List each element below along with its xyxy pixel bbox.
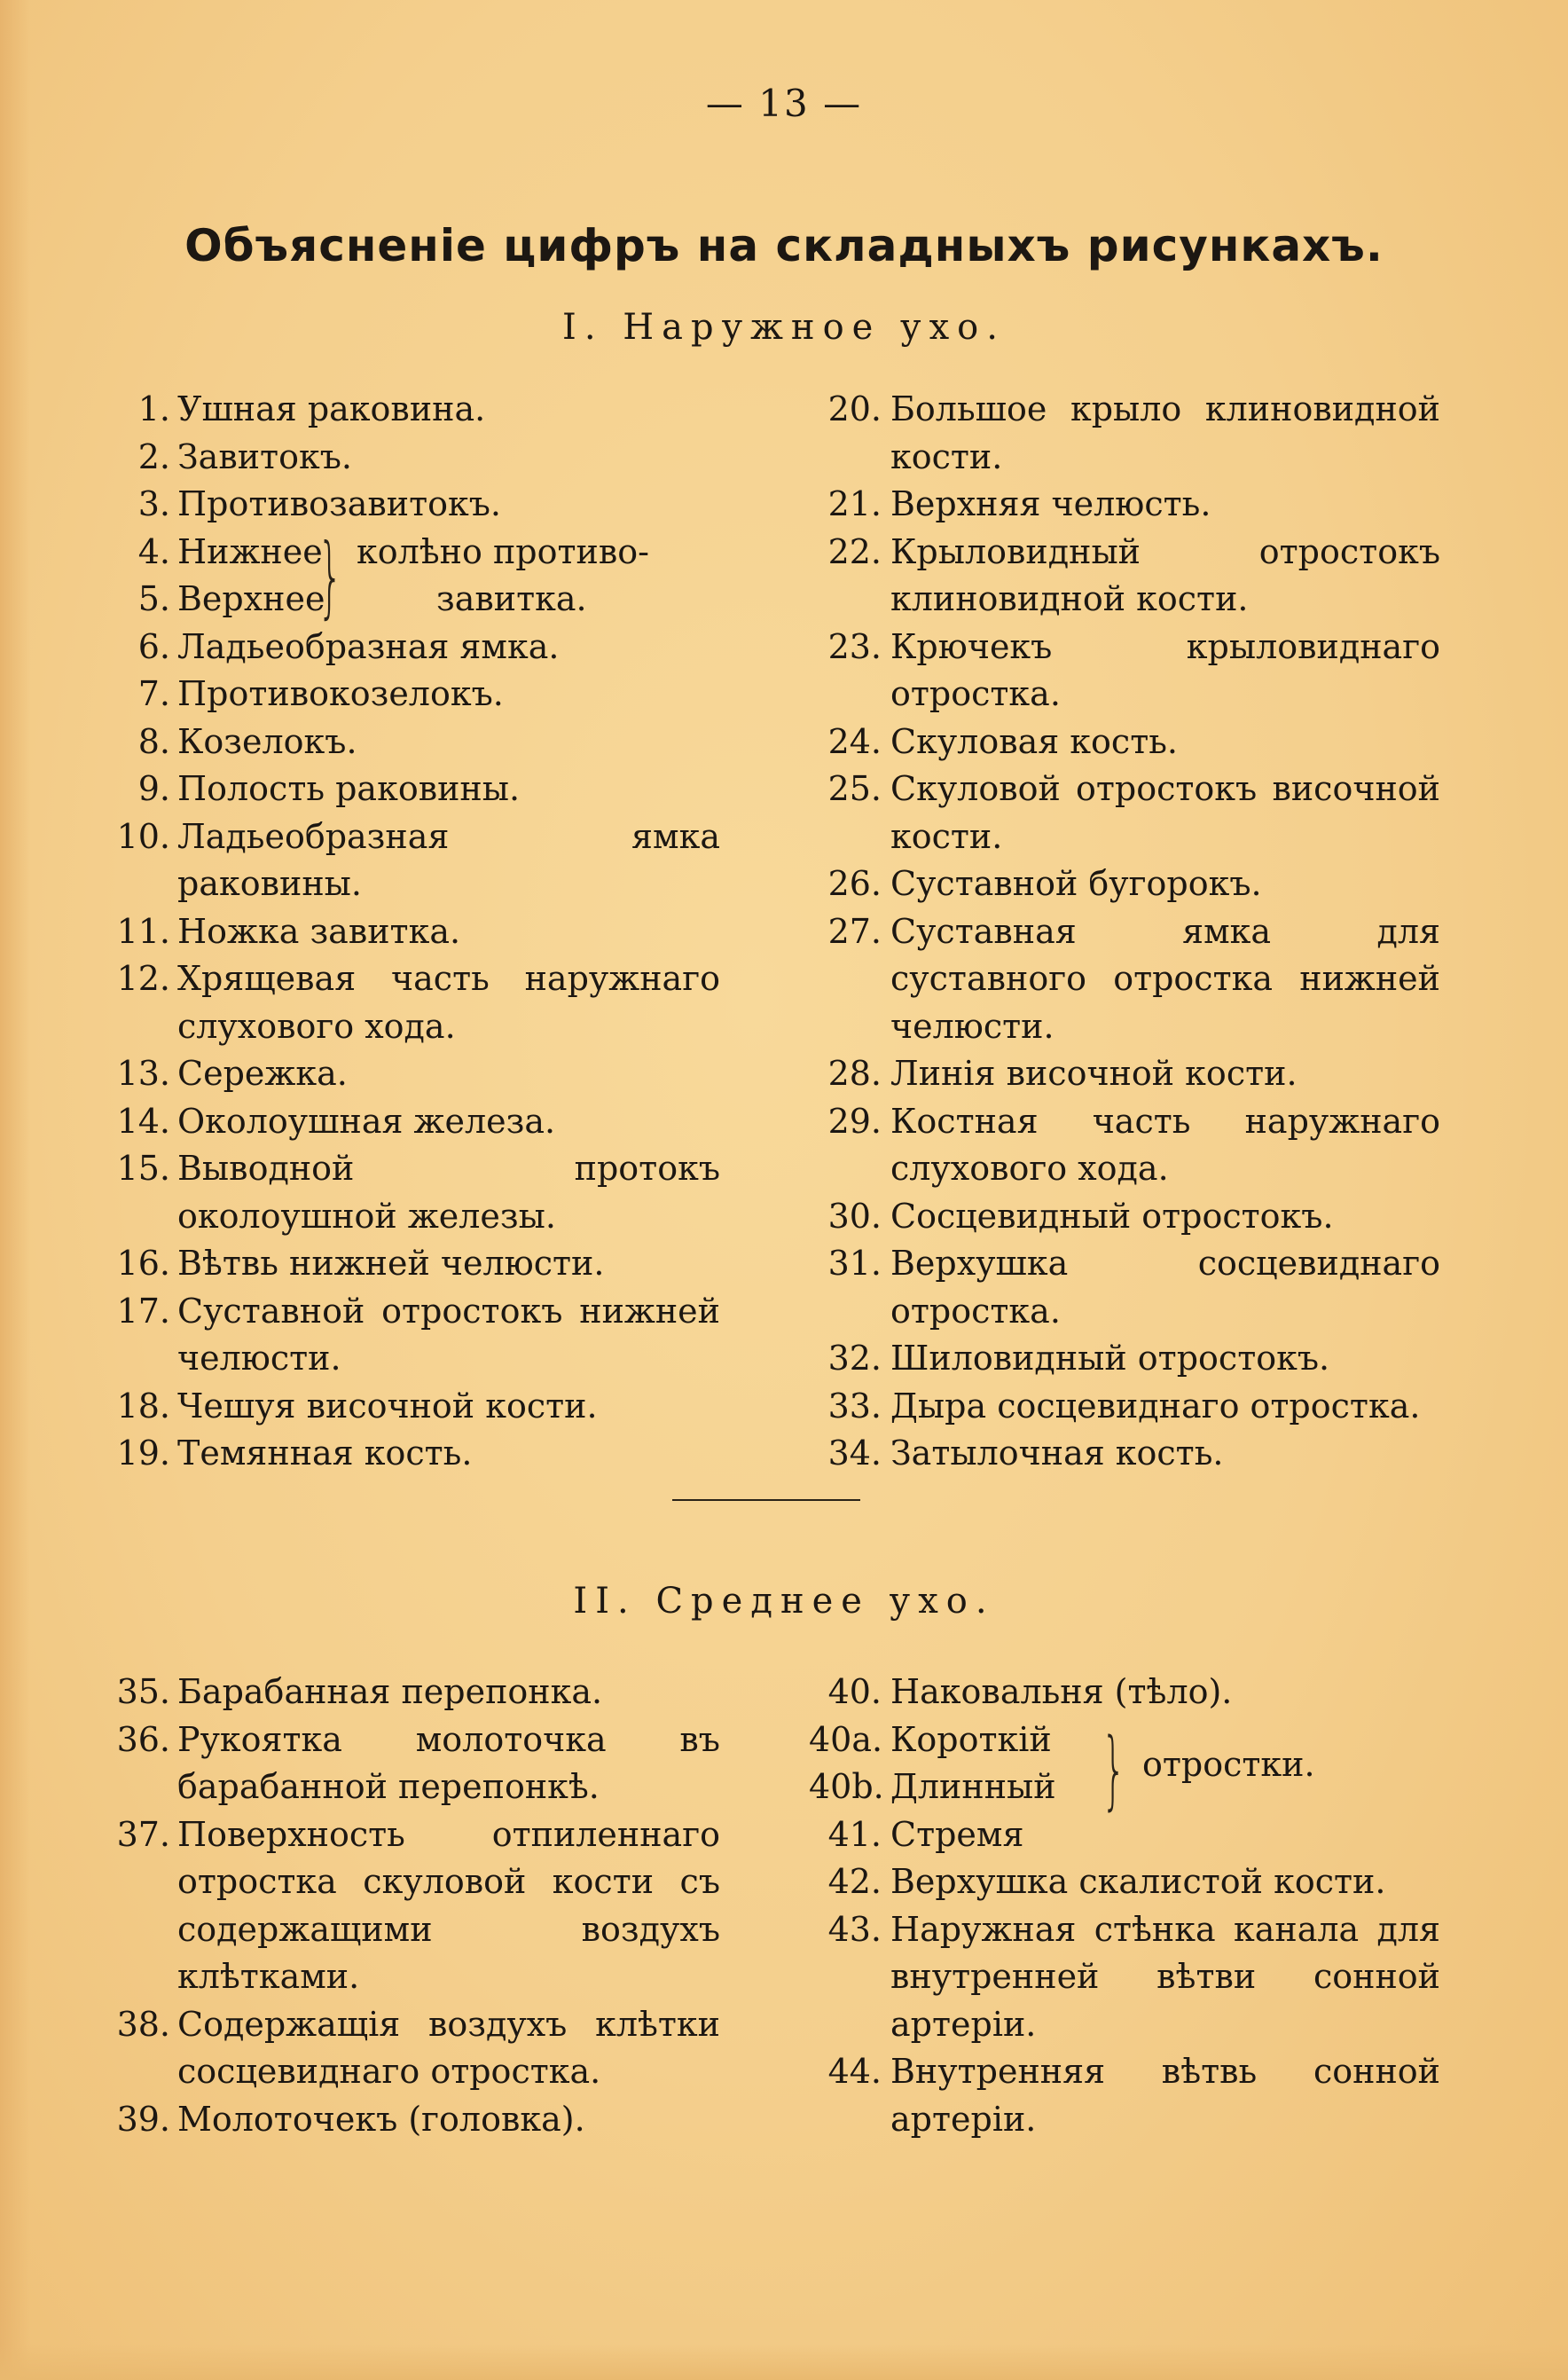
page-edge-shadow xyxy=(0,0,30,2380)
brace-label-line2: завитка. xyxy=(436,578,587,618)
curly-brace-glyph: } xyxy=(1102,1719,1126,1819)
item-text: Крючекъ крыловиднаго отростка. xyxy=(890,626,1440,713)
item-number: 39. xyxy=(116,2099,170,2139)
list-item xyxy=(809,624,1440,719)
item-text: Вѣтвь нижней челюсти. xyxy=(177,1244,605,1283)
list-item xyxy=(99,1288,720,1383)
list-item xyxy=(99,908,720,956)
item-number: 22. xyxy=(827,531,882,571)
list-item xyxy=(99,1145,720,1240)
item-text: Завитокъ. xyxy=(177,436,352,476)
list-item xyxy=(99,1811,720,2001)
item-text: Суставная ямка для суставного отростка нижней челюсти. xyxy=(890,911,1440,1046)
item-number: 2. xyxy=(137,436,170,476)
item-text: Шиловидный отростокъ. xyxy=(890,1339,1330,1378)
item-number: 31. xyxy=(827,1244,882,1283)
list-item xyxy=(809,1240,1440,1335)
item-number: 23. xyxy=(827,626,882,666)
list-item xyxy=(809,766,1440,860)
item-number: 19. xyxy=(116,1433,170,1473)
item-text: Противозавитокъ. xyxy=(177,484,501,523)
list-item xyxy=(809,908,1440,1051)
item-number: 40a. xyxy=(809,1719,883,1759)
item-number: 25. xyxy=(827,769,882,808)
list-item xyxy=(809,2048,1440,2143)
page-title: Объясненіе цифръ на складныхъ рисункахъ. xyxy=(184,220,1384,271)
item-number: 10. xyxy=(116,816,170,856)
list-item xyxy=(809,1050,1440,1098)
item-text: Стремя xyxy=(890,1814,1024,1854)
item-text: Ножка завитка. xyxy=(177,911,461,951)
item-text: Барабанная перепонка. xyxy=(177,1672,603,1711)
item-text: Верхушка сосцевиднаго отростка. xyxy=(890,1244,1440,1331)
item-text: Темянная кость. xyxy=(177,1433,473,1473)
middle-ear-right-column xyxy=(809,1669,1440,2143)
item-text: Большое крыло клиновидной кости. xyxy=(890,389,1440,476)
list-item xyxy=(809,529,1440,624)
page-bottom-shadow xyxy=(0,2345,1568,2380)
brace-label-line1: колѣно противо- xyxy=(357,531,649,571)
item-text: Наковальня (тѣло). xyxy=(890,1672,1233,1711)
middle-ear-left-column xyxy=(99,1669,720,2143)
item-number: 21. xyxy=(827,484,882,523)
item-text: Поверхность отпиленнаго отростка скуловой кости съ содержащими воздухъ клѣтками. xyxy=(177,1814,720,1996)
item-number: 8. xyxy=(137,721,170,761)
item-text: Молоточекъ (головка). xyxy=(177,2099,585,2139)
outer-ear-left-column xyxy=(99,386,720,1478)
list-item xyxy=(809,1430,1440,1478)
item-number: 32. xyxy=(827,1339,882,1378)
list-item xyxy=(809,1335,1440,1383)
list-item xyxy=(99,624,720,672)
outer-ear-right-column xyxy=(809,386,1440,1478)
item-text: Дыра сосцевиднаго отростка. xyxy=(890,1386,1421,1426)
list-item xyxy=(99,1098,720,1146)
list-item xyxy=(809,860,1440,908)
item-text: Выводной протокъ околоушной железы. xyxy=(177,1149,720,1236)
list-item xyxy=(99,1383,720,1431)
item-number: 13. xyxy=(116,1054,170,1093)
section-heading-middle-ear: II. Среднее ухо. xyxy=(573,1581,995,1622)
list-item xyxy=(99,1430,720,1478)
item-number: 16. xyxy=(116,1244,170,1283)
item-number: 24. xyxy=(827,721,882,761)
brace-group-antihelix xyxy=(99,523,720,628)
item-number: 7. xyxy=(137,674,170,713)
list-item xyxy=(809,1669,1440,1716)
list-item xyxy=(99,1716,720,1811)
item-number: 9. xyxy=(137,769,170,808)
item-number: 34. xyxy=(827,1433,882,1473)
item-text: Козелокъ. xyxy=(177,721,357,761)
item-number: 33. xyxy=(827,1386,882,1426)
item-number: 3. xyxy=(137,484,170,523)
list-item xyxy=(99,719,720,766)
item-number: 6. xyxy=(137,626,170,666)
item-number: 12. xyxy=(116,959,170,998)
item-number: 40. xyxy=(827,1672,882,1711)
list-item xyxy=(809,1858,1440,1906)
curly-brace-glyph: } xyxy=(318,523,343,628)
item-number: 36. xyxy=(116,1719,170,1759)
item-text: Ушная раковина. xyxy=(177,389,486,428)
item-text: Скуловой отростокъ височной кости. xyxy=(890,769,1440,856)
item-text: Линія височной кости. xyxy=(890,1054,1298,1093)
list-item xyxy=(809,719,1440,766)
item-text: Противокозелокъ. xyxy=(177,674,504,713)
item-text: Суставной отростокъ нижней челюсти. xyxy=(177,1291,720,1378)
list-item xyxy=(809,481,1440,529)
item-text: Чешуя височной кости. xyxy=(177,1386,598,1426)
item-number: 4. xyxy=(137,531,170,571)
item-number: 40b. xyxy=(809,1767,884,1806)
item-text: Суставной бугорокъ. xyxy=(890,864,1262,903)
item-number: 5. xyxy=(137,579,170,618)
list-item xyxy=(99,955,720,1050)
item-text: Верхнее xyxy=(177,579,325,618)
page-number: — 13 — xyxy=(705,82,863,125)
brace-group-incus-processes xyxy=(809,1716,1440,1819)
list-item xyxy=(809,386,1440,481)
item-text: Наружная стѣнка канала для внутренней вѣтви сонной артеріи. xyxy=(890,1909,1440,2044)
item-text: Содержащія воздухъ клѣтки сосцевиднаго отростка. xyxy=(177,2004,720,2091)
item-number: 37. xyxy=(116,1814,170,1854)
item-number: 1. xyxy=(137,389,170,428)
list-item xyxy=(99,671,720,719)
item-text: Костная часть наружнаго слухового хода. xyxy=(890,1101,1440,1188)
list-item xyxy=(99,2001,720,2096)
item-number: 30. xyxy=(827,1196,882,1236)
item-text: Скуловая кость. xyxy=(890,721,1179,761)
item-number: 17. xyxy=(116,1291,170,1331)
list-item xyxy=(99,481,720,529)
list-item xyxy=(99,386,720,434)
item-text: Околоушная железа. xyxy=(177,1101,556,1141)
list-item xyxy=(809,1383,1440,1431)
item-text: Ладьеобразная ямка. xyxy=(177,626,560,666)
list-item xyxy=(99,1669,720,1716)
item-text: Внутренняя вѣтвь сонной артеріи. xyxy=(890,2052,1440,2139)
item-number: 38. xyxy=(116,2004,170,2044)
item-number: 18. xyxy=(116,1386,170,1426)
list-item xyxy=(809,1906,1440,2049)
list-item xyxy=(99,813,720,908)
list-item xyxy=(809,1811,1440,1859)
item-number: 15. xyxy=(116,1149,170,1188)
brace-label: отростки. xyxy=(1142,1744,1315,1784)
section-heading-outer-ear: I. Наружное ухо. xyxy=(562,307,1006,348)
item-number: 44. xyxy=(827,2052,882,2091)
item-text: Хрящевая часть наружнаго слухового хода. xyxy=(177,959,720,1046)
item-number: 27. xyxy=(827,911,882,951)
item-number: 11. xyxy=(116,911,170,951)
item-text: Длинный xyxy=(890,1767,1056,1806)
item-text: Ладьеобразная ямка раковины. xyxy=(177,816,720,903)
list-item xyxy=(809,1193,1440,1241)
item-number: 42. xyxy=(827,1862,882,1901)
item-text: Крыловидный отростокъ клиновидной кости. xyxy=(890,531,1440,618)
item-number: 41. xyxy=(827,1814,882,1854)
item-text: Полость раковины. xyxy=(177,769,521,808)
list-item xyxy=(809,1098,1440,1193)
item-number: 29. xyxy=(827,1101,882,1141)
item-number: 28. xyxy=(827,1054,882,1093)
item-text: Верхняя челюсть. xyxy=(890,484,1211,523)
item-text: Затылочная кость. xyxy=(890,1433,1224,1473)
list-item xyxy=(99,766,720,813)
list-item xyxy=(99,434,720,482)
item-text: Рукоятка молоточка въ барабанной перепонкѣ. xyxy=(177,1719,720,1806)
item-text: Короткій xyxy=(890,1719,1052,1759)
item-text: Сережка. xyxy=(177,1054,348,1093)
item-number: 26. xyxy=(827,864,882,903)
item-number: 20. xyxy=(827,389,882,428)
list-item xyxy=(99,576,720,624)
item-number: 35. xyxy=(116,1672,170,1711)
list-item xyxy=(99,2096,720,2144)
item-text: Сосцевидный отростокъ. xyxy=(890,1196,1334,1236)
item-text: Верхушка скалистой кости. xyxy=(890,1862,1386,1901)
item-text: Нижнее xyxy=(177,531,323,571)
list-item xyxy=(99,1050,720,1098)
section-divider-rule xyxy=(672,1499,860,1501)
item-number: 14. xyxy=(116,1101,170,1141)
list-item xyxy=(99,1240,720,1288)
item-number: 43. xyxy=(827,1909,882,1949)
